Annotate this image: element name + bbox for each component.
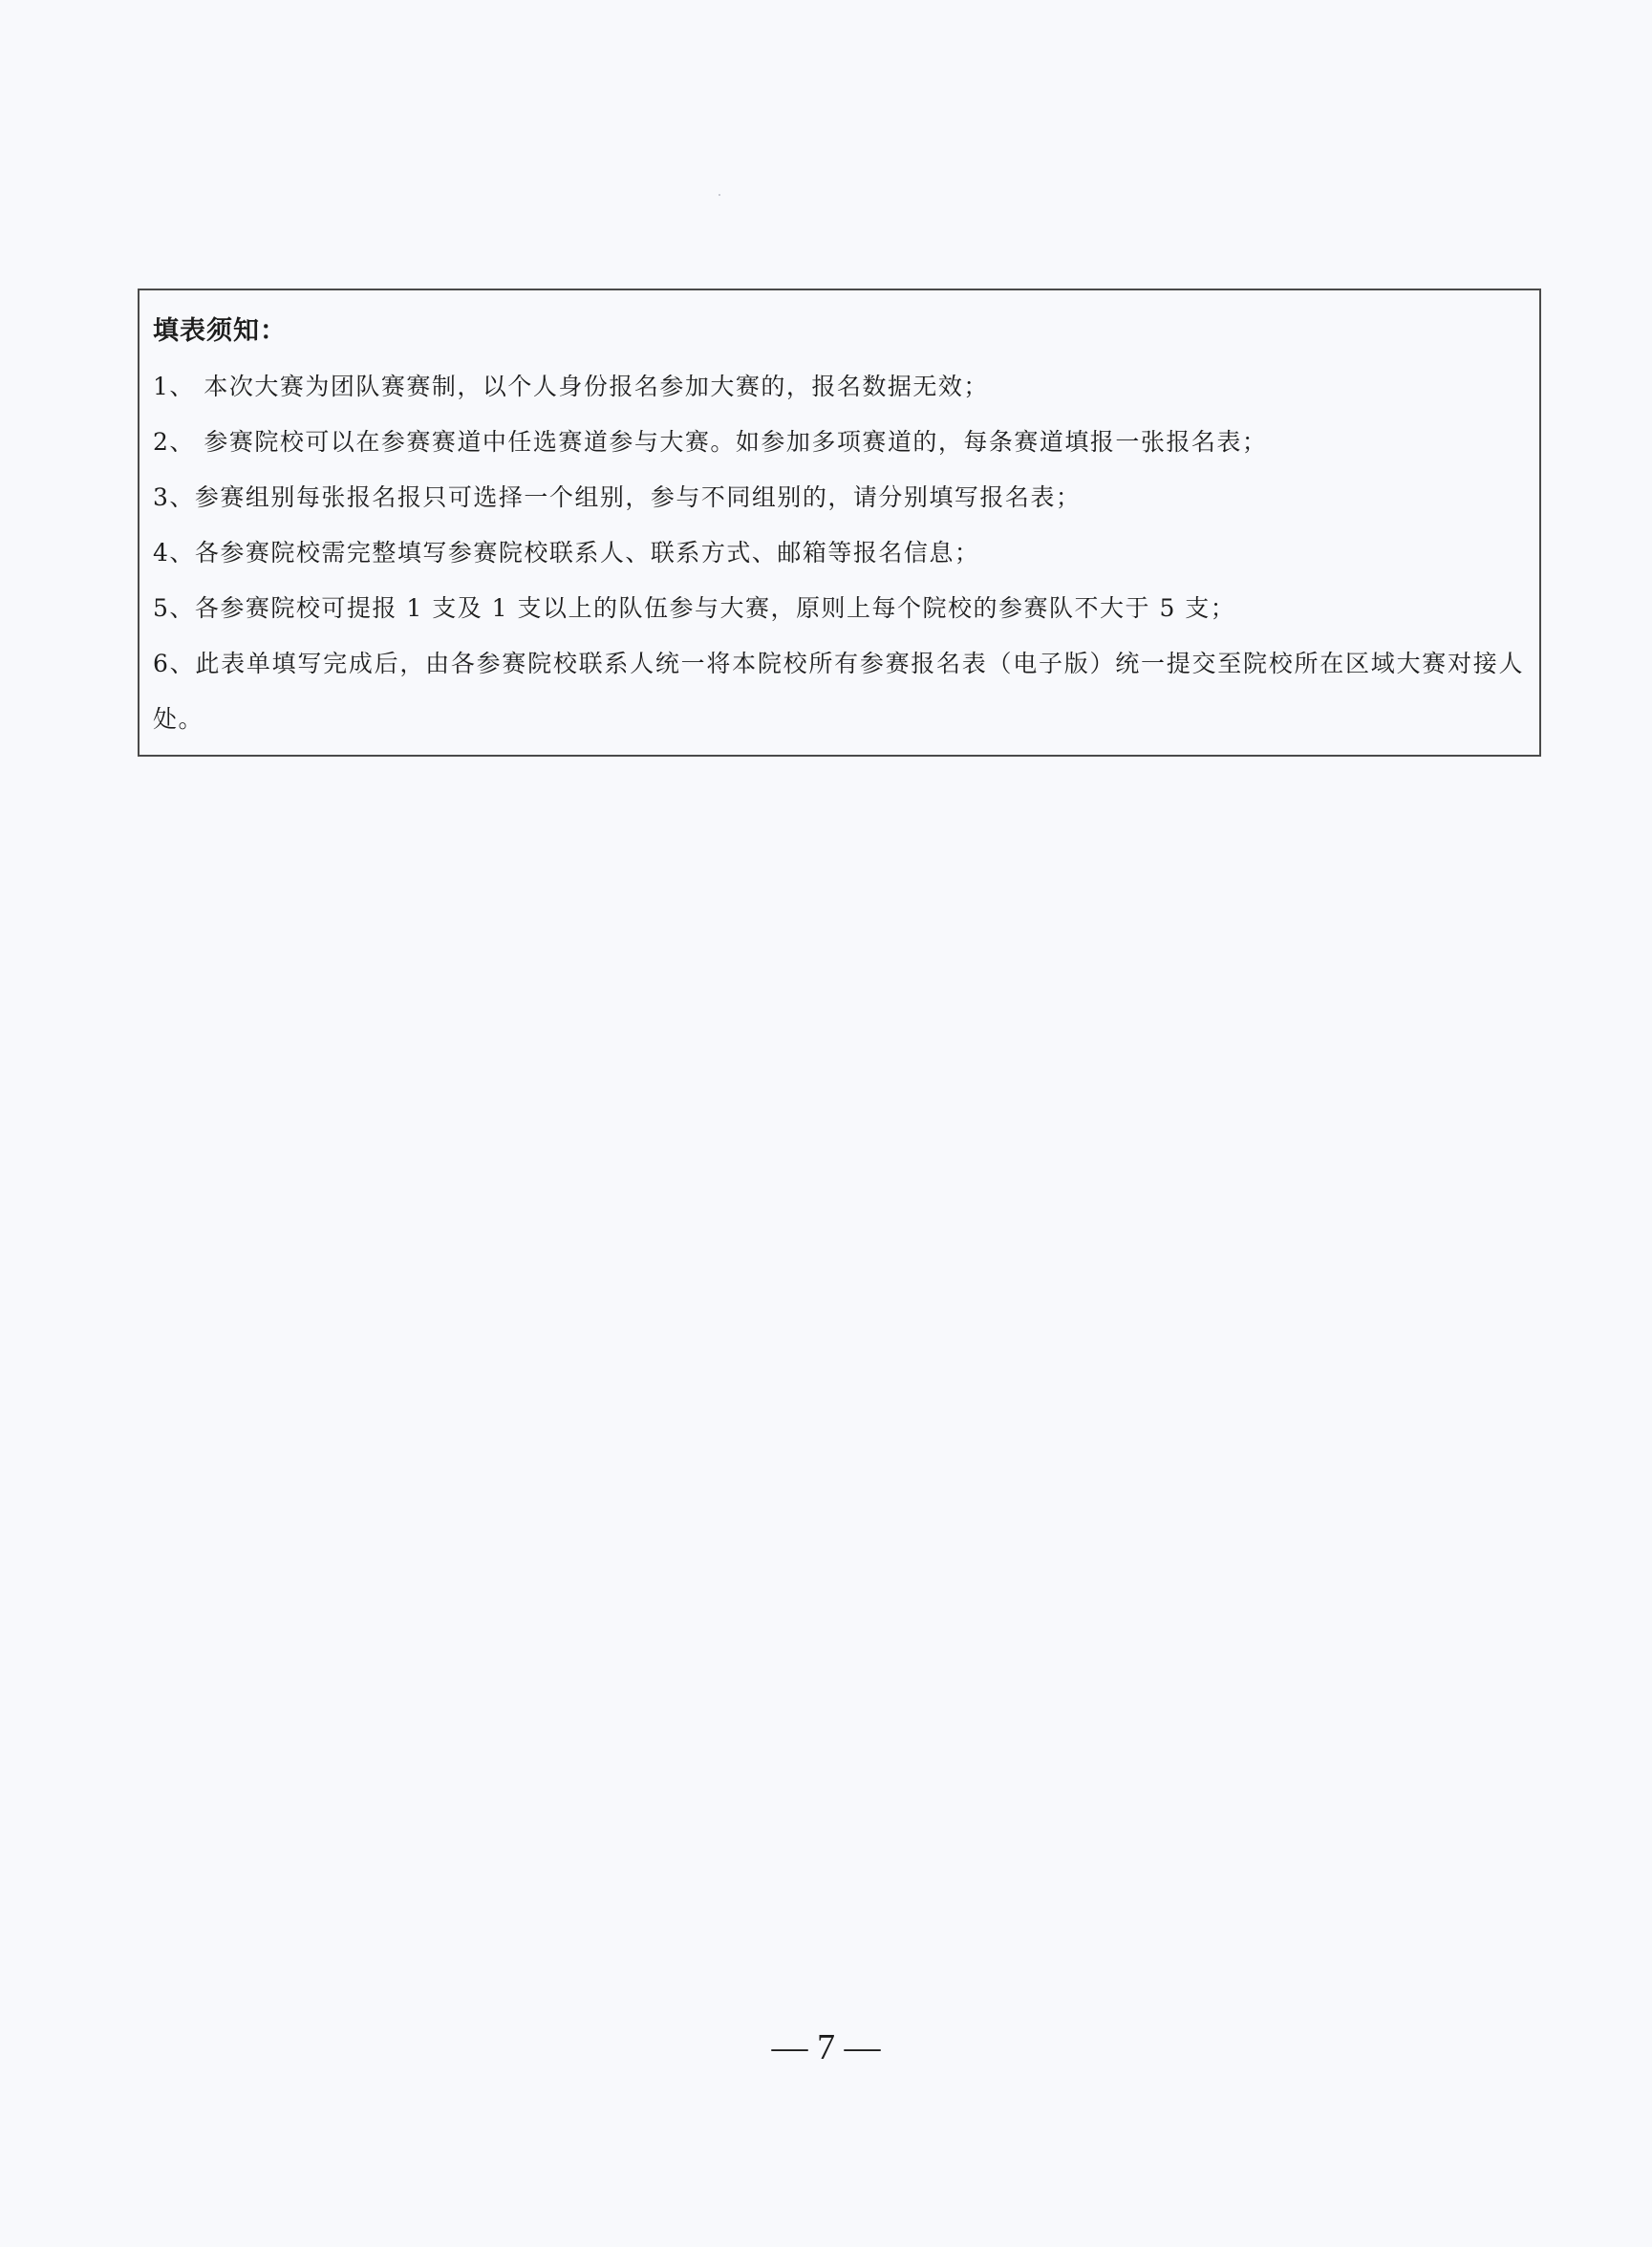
notice-title: 填表须知： xyxy=(153,316,287,346)
notice-item-2: 2、 参赛院校可以在参赛赛道中任选赛道参与大赛。如参加多项赛道的，每条赛道填报一张报名表； xyxy=(153,428,1268,456)
page-number: — 7 — xyxy=(771,2027,881,2067)
notice-item-5: 5、各参赛院校可提报 1 支及 1 支以上的队伍参与大赛，原则上每个院校的参赛队不大于 5 支； xyxy=(153,594,1236,622)
notice-box xyxy=(138,289,1541,757)
notice-item-6: 6、此表单填写完成后，由各参赛院校联系人统一将本院校所有参赛报名表（电子版）统一提交至院校所在区域大赛对接人处。 xyxy=(153,650,1524,733)
notice-item-1: 1、 本次大赛为团队赛赛制，以个人身份报名参加大赛的，报名数据无效； xyxy=(153,373,989,400)
notice-list xyxy=(153,359,1524,747)
scan-speck xyxy=(719,194,720,196)
notice-item-4: 4、各参赛院校需完整填写参赛院校联系人、联系方式、邮箱等报名信息； xyxy=(153,539,980,567)
notice-item-3: 3、参赛组别每张报名报只可选择一个组别，参与不同组别的，请分别填写报名表； xyxy=(153,483,1082,511)
